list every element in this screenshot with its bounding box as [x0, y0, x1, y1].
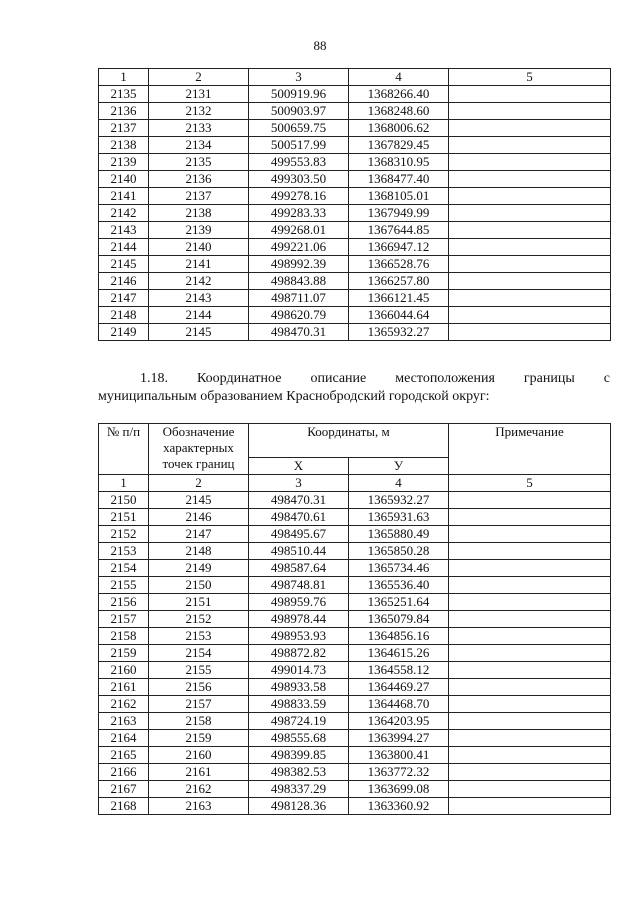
table-cell: 499553.83: [249, 154, 349, 171]
table-cell: 499278.16: [249, 188, 349, 205]
table-row: [99, 662, 611, 679]
table-row: [99, 171, 611, 188]
table-cell: 2137: [99, 120, 149, 137]
table-cell: 2149: [99, 324, 149, 341]
table-cell: 1364558.12: [349, 662, 449, 679]
table-row: [99, 577, 611, 594]
table-cell: [449, 645, 611, 662]
table-cell: [449, 137, 611, 154]
table-cell: 2141: [99, 188, 149, 205]
table-cell: 2142: [99, 205, 149, 222]
header-coordinates: Координаты, м: [249, 424, 449, 458]
table-cell: 2134: [149, 137, 249, 154]
table-cell: 1365931.63: [349, 509, 449, 526]
table-cell: 2152: [99, 526, 149, 543]
table-cell: [449, 324, 611, 341]
table-row: [99, 86, 611, 103]
table-cell: [449, 171, 611, 188]
table-cell: 2160: [149, 747, 249, 764]
table-cell: 1365536.40: [349, 577, 449, 594]
table-cell: 1365932.27: [349, 492, 449, 509]
header-y: У: [349, 458, 449, 475]
table-row: [99, 137, 611, 154]
table-cell: 2140: [149, 239, 249, 256]
table-cell: 499303.50: [249, 171, 349, 188]
table-cell: 2149: [149, 560, 249, 577]
table-cell: 500659.75: [249, 120, 349, 137]
section-paragraph: [98, 370, 610, 406]
column-number: 5: [449, 69, 611, 86]
table-row: [99, 205, 611, 222]
column-number-row: [99, 69, 611, 86]
table-cell: 498470.31: [249, 492, 349, 509]
table-cell: 2145: [149, 324, 249, 341]
table-cell: 2161: [99, 679, 149, 696]
table-cell: [449, 713, 611, 730]
table-cell: 2158: [149, 713, 249, 730]
table-row: [99, 509, 611, 526]
header-num: № п/п: [99, 424, 149, 475]
table-row: [99, 324, 611, 341]
table-cell: 498992.39: [249, 256, 349, 273]
table-cell: [449, 256, 611, 273]
column-number: 4: [349, 69, 449, 86]
table-header: [99, 424, 611, 475]
table-cell: 2139: [149, 222, 249, 239]
table-row: [99, 560, 611, 577]
table-cell: 2160: [99, 662, 149, 679]
table-cell: 2158: [99, 628, 149, 645]
table-row: [99, 103, 611, 120]
table-cell: 498933.58: [249, 679, 349, 696]
table-cell: [449, 781, 611, 798]
column-number: 3: [249, 69, 349, 86]
table-row: [99, 611, 611, 628]
table-cell: [449, 764, 611, 781]
table-cell: 1363772.32: [349, 764, 449, 781]
table-cell: 2136: [149, 171, 249, 188]
paragraph-word: местоположения: [395, 371, 495, 386]
table-cell: 2166: [99, 764, 149, 781]
table-cell: [449, 577, 611, 594]
table-cell: [449, 526, 611, 543]
table-cell: [449, 188, 611, 205]
header-x: Х: [249, 458, 349, 475]
table-cell: 2148: [99, 307, 149, 324]
table-cell: 2159: [149, 730, 249, 747]
table-cell: 1368266.40: [349, 86, 449, 103]
table-cell: 1366947.12: [349, 239, 449, 256]
table-row: [99, 256, 611, 273]
table-cell: 1364468.70: [349, 696, 449, 713]
table-cell: 1367829.45: [349, 137, 449, 154]
table-cell: 1367949.99: [349, 205, 449, 222]
table-cell: 2151: [149, 594, 249, 611]
table-row: [99, 645, 611, 662]
table-cell: 2153: [149, 628, 249, 645]
table-cell: 1368006.62: [349, 120, 449, 137]
table-cell: 2163: [99, 713, 149, 730]
table-cell: 498555.68: [249, 730, 349, 747]
paragraph-word: границы: [523, 371, 575, 386]
table-row: [99, 273, 611, 290]
table-cell: 2147: [149, 526, 249, 543]
table-cell: [449, 662, 611, 679]
table-cell: 498833.59: [249, 696, 349, 713]
table-cell: 500919.96: [249, 86, 349, 103]
coordinates-table: [98, 423, 611, 815]
table-cell: 498587.64: [249, 560, 349, 577]
table-cell: 498495.67: [249, 526, 349, 543]
table-row: [99, 188, 611, 205]
table-cell: 498711.07: [249, 290, 349, 307]
column-number: 1: [99, 69, 149, 86]
paragraph-line-2: муниципальным образованием Краснобродский городской округ:: [98, 389, 490, 404]
table-cell: 498399.85: [249, 747, 349, 764]
table-cell: 2165: [99, 747, 149, 764]
table-cell: 2148: [149, 543, 249, 560]
table-cell: 2139: [99, 154, 149, 171]
table-cell: 2147: [99, 290, 149, 307]
table-cell: 2142: [149, 273, 249, 290]
table-cell: 2157: [99, 611, 149, 628]
table-cell: 2143: [99, 222, 149, 239]
table-cell: 2154: [99, 560, 149, 577]
paragraph-line-1: [98, 370, 610, 388]
table-row: [99, 239, 611, 256]
table-cell: 2135: [99, 86, 149, 103]
column-number: 1: [99, 475, 149, 492]
table-cell: 2162: [149, 781, 249, 798]
table-cell: 1366044.64: [349, 307, 449, 324]
table-row: [99, 120, 611, 137]
table-cell: 2132: [149, 103, 249, 120]
table-cell: [449, 103, 611, 120]
table-cell: 498872.82: [249, 645, 349, 662]
column-number: 2: [149, 69, 249, 86]
table-cell: 498337.29: [249, 781, 349, 798]
table-cell: 2138: [99, 137, 149, 154]
table-cell: 499014.73: [249, 662, 349, 679]
table-cell: 2151: [99, 509, 149, 526]
table-cell: 2161: [149, 764, 249, 781]
table-cell: 2144: [99, 239, 149, 256]
table-cell: 2131: [149, 86, 249, 103]
table-row: [99, 679, 611, 696]
table-cell: 498953.93: [249, 628, 349, 645]
table-cell: 1365850.28: [349, 543, 449, 560]
table-row: [99, 154, 611, 171]
table-body: [99, 69, 611, 341]
table-cell: [449, 628, 611, 645]
table-row: [99, 764, 611, 781]
table-cell: [449, 290, 611, 307]
table-row: [99, 290, 611, 307]
table-cell: 1364203.95: [349, 713, 449, 730]
table-cell: 2164: [99, 730, 149, 747]
table-cell: 1364856.16: [349, 628, 449, 645]
table-cell: [449, 798, 611, 815]
table-cell: 1365932.27: [349, 324, 449, 341]
table-cell: 2141: [149, 256, 249, 273]
table-cell: 2156: [149, 679, 249, 696]
column-number-row: [99, 475, 611, 492]
table-cell: [449, 222, 611, 239]
table-cell: 498128.36: [249, 798, 349, 815]
column-number: 5: [449, 475, 611, 492]
table-cell: [449, 120, 611, 137]
table-cell: 2167: [99, 781, 149, 798]
table-cell: 2163: [149, 798, 249, 815]
paragraph-word: 1.18.: [140, 371, 168, 386]
table-row: [99, 798, 611, 815]
table-cell: 1365251.64: [349, 594, 449, 611]
paragraph-word: Координатное: [197, 371, 282, 386]
table-cell: 1367644.85: [349, 222, 449, 239]
table-cell: [449, 239, 611, 256]
table-cell: [449, 492, 611, 509]
table-cell: 2150: [149, 577, 249, 594]
table-cell: 1365079.84: [349, 611, 449, 628]
table-cell: 1368248.60: [349, 103, 449, 120]
header-note: Примечание: [449, 424, 611, 475]
table-row: [99, 307, 611, 324]
table-cell: 2154: [149, 645, 249, 662]
table-cell: 2133: [149, 120, 249, 137]
table-cell: 498959.76: [249, 594, 349, 611]
table-cell: 2153: [99, 543, 149, 560]
table-row: [99, 492, 611, 509]
table-cell: 1368310.95: [349, 154, 449, 171]
table-cell: 2135: [149, 154, 249, 171]
table-row: [99, 730, 611, 747]
table-cell: 2140: [99, 171, 149, 188]
table-cell: 2145: [99, 256, 149, 273]
table-cell: 2156: [99, 594, 149, 611]
table-cell: [449, 696, 611, 713]
table-cell: 498978.44: [249, 611, 349, 628]
table-cell: 500517.99: [249, 137, 349, 154]
table-cell: 2136: [99, 103, 149, 120]
table-cell: 1364615.26: [349, 645, 449, 662]
table-row: [99, 526, 611, 543]
page-number: 88: [313, 38, 327, 53]
table-row: [99, 594, 611, 611]
table-cell: 2137: [149, 188, 249, 205]
table-cell: [449, 205, 611, 222]
table-cell: 499283.33: [249, 205, 349, 222]
table-row: [99, 781, 611, 798]
table-cell: [449, 543, 611, 560]
table-cell: [449, 594, 611, 611]
table-cell: 2144: [149, 307, 249, 324]
table-cell: 2143: [149, 290, 249, 307]
table-cell: 1366121.45: [349, 290, 449, 307]
table-cell: 2145: [149, 492, 249, 509]
coordinates-table-continued: [98, 68, 611, 341]
table-cell: 498843.88: [249, 273, 349, 290]
table-cell: 1363360.92: [349, 798, 449, 815]
table-cell: 1368477.40: [349, 171, 449, 188]
table-cell: 498510.44: [249, 543, 349, 560]
column-number: 2: [149, 475, 249, 492]
table-cell: [449, 154, 611, 171]
table-cell: 498382.53: [249, 764, 349, 781]
table-cell: 498470.61: [249, 509, 349, 526]
column-number: 4: [349, 475, 449, 492]
table-cell: 1366257.80: [349, 273, 449, 290]
table-cell: 499221.06: [249, 239, 349, 256]
table-cell: 2146: [99, 273, 149, 290]
table-row: [99, 628, 611, 645]
table-row: [99, 747, 611, 764]
table-cell: 1368105.01: [349, 188, 449, 205]
table-cell: 2168: [99, 798, 149, 815]
paragraph-word: с: [603, 371, 610, 386]
table-cell: 2162: [99, 696, 149, 713]
table-cell: [449, 730, 611, 747]
table-cell: 498620.79: [249, 307, 349, 324]
table-row: [99, 543, 611, 560]
table-cell: [449, 747, 611, 764]
table-cell: 1364469.27: [349, 679, 449, 696]
table-cell: [449, 679, 611, 696]
table-cell: 1363994.27: [349, 730, 449, 747]
table-cell: 2159: [99, 645, 149, 662]
table-cell: 2150: [99, 492, 149, 509]
table-cell: 2152: [149, 611, 249, 628]
table-body: [99, 475, 611, 815]
table-cell: [449, 509, 611, 526]
table-cell: 1365734.46: [349, 560, 449, 577]
table-cell: 498470.31: [249, 324, 349, 341]
table-cell: [449, 273, 611, 290]
table-cell: 2155: [149, 662, 249, 679]
table-cell: 499268.01: [249, 222, 349, 239]
table-cell: [449, 307, 611, 324]
table-cell: 1366528.76: [349, 256, 449, 273]
table-cell: [449, 611, 611, 628]
table-cell: 498748.81: [249, 577, 349, 594]
table-cell: [449, 86, 611, 103]
header-designation: Обозначение характерных точек границ: [149, 424, 249, 475]
table-cell: 1363800.41: [349, 747, 449, 764]
column-number: 3: [249, 475, 349, 492]
table-cell: 498724.19: [249, 713, 349, 730]
table-row: [99, 713, 611, 730]
table-cell: 2155: [99, 577, 149, 594]
table-cell: 2157: [149, 696, 249, 713]
paragraph-word: описание: [310, 371, 367, 386]
table-cell: 2146: [149, 509, 249, 526]
table-cell: [449, 560, 611, 577]
table-cell: 1365880.49: [349, 526, 449, 543]
table-row: [99, 696, 611, 713]
table-cell: 2138: [149, 205, 249, 222]
table-cell: 500903.97: [249, 103, 349, 120]
table-row: [99, 222, 611, 239]
table-cell: 1363699.08: [349, 781, 449, 798]
